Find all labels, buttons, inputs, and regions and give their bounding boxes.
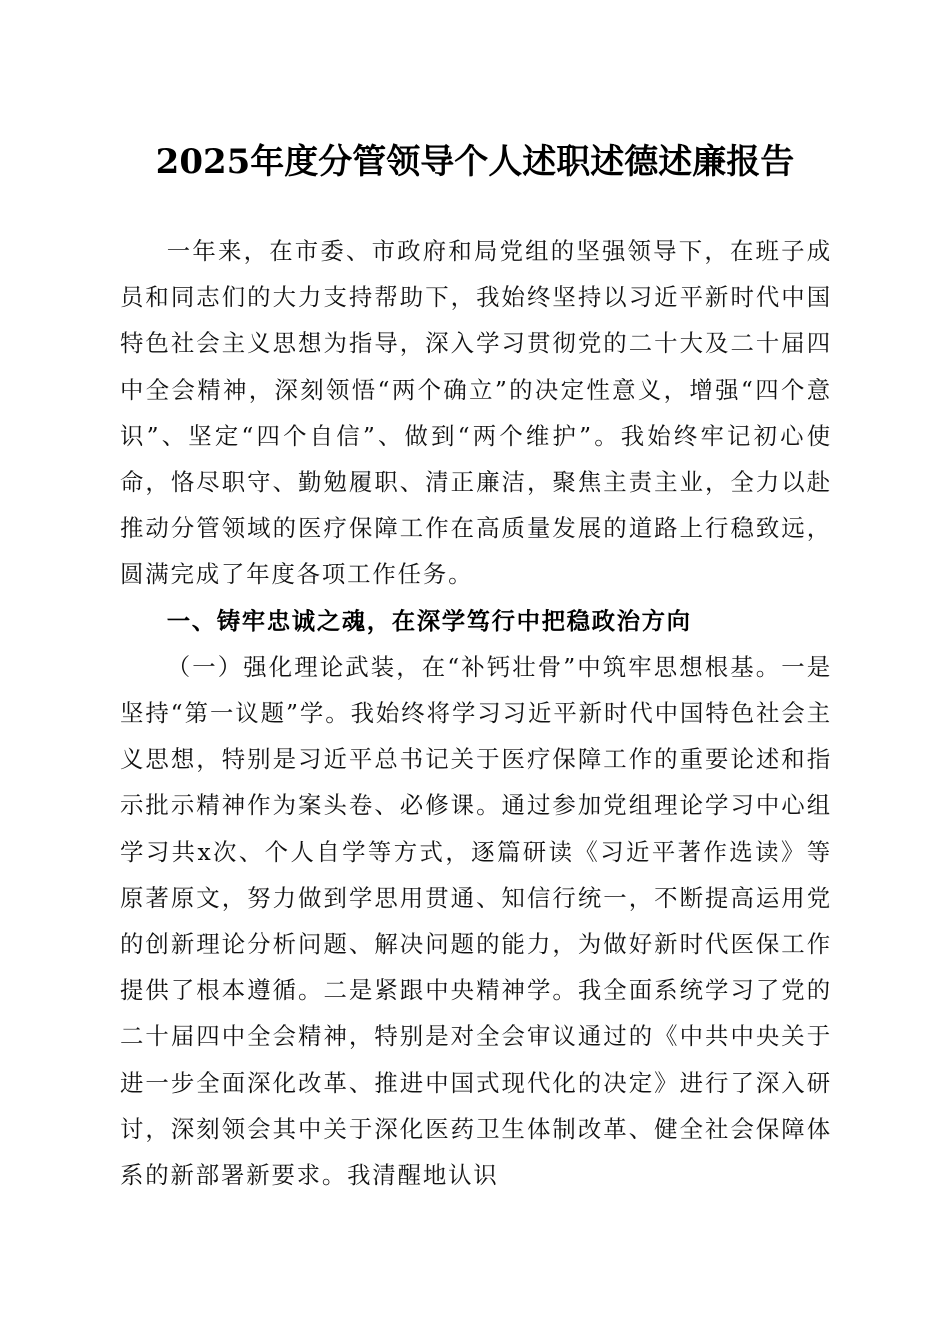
document-title: 2025年度分管领导个人述职述德述廉报告 (155, 142, 795, 182)
document-body (120, 228, 832, 1198)
body-paragraph: （一）强化理论武装，在“补钙壮骨”中筑牢思想根基。一是坚持“第一议题”学。我始终将学习习近平新时代中国特色社会主义思想，特别是习近平总书记关于医疗保障工作的重要论述和指示批示精神作为案头卷、必修课。通过参加党组理论学习中心组学习共x次、个人自学等方式，逐篇研读《习近平著作选读》等原著原文，努力做到学思用贯通、知信行统一，不断提高运用党的创新理论分析问题、解决问题的能力，为做好新时代医保工作提供了根本遵循。二是紧跟中央精神学。我全面系统学习了党的二十届四中全会精神，特别是对全会审议通过的《中共中央关于进一步全面深化改革、推进中国式现代化的决定》进行了深入研讨，深刻领会其中关于深化医药卫生体制改革、健全社会保障体系的新部署新要求。我清醒地认识 (120, 652, 832, 1190)
section-heading: 一、铸牢忠诚之魂，在深学笃行中把稳政治方向 (166, 606, 692, 635)
intro-paragraph: 一年来，在市委、市政府和局党组的坚强领导下，在班子成员和同志们的大力支持帮助下，我始终坚持以习近平新时代中国特色社会主义思想为指导，深入学习贯彻党的二十大及二十届四中全会精神，深刻领悟“两个确立”的决定性意义，增强“四个意识”、坚定“四个自信”、做到“两个维护”。我始终牢记初心使命，恪尽职守、勤勉履职、清正廉洁，聚焦主责主业，全力以赴推动分管领域的医疗保障工作在高质量发展的道路上行稳致远，圆满完成了年度各项工作任务。 (120, 237, 832, 589)
